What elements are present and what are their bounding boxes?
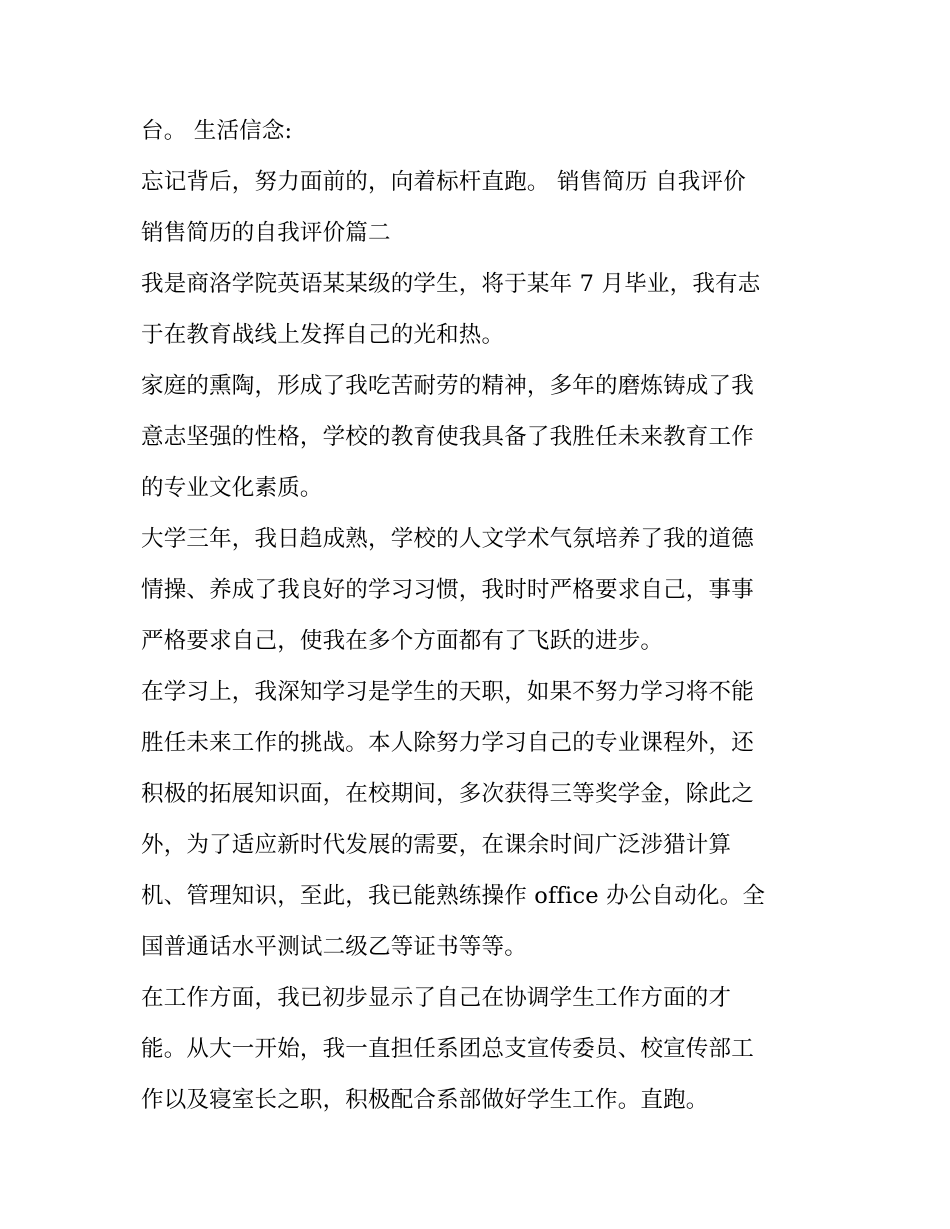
text-line: 大学三年，我日趋成熟，学校的人文学术气氛培养了我的道德 (141, 526, 754, 552)
text-line: 忘记背后，努力面前的，向着标杆直跑。 销售简历 自我评价 (141, 169, 746, 195)
text-line: 作以及寝室长之职，积极配合系部做好学生工作。直跑。 (141, 1087, 709, 1113)
document-body (141, 106, 821, 1126)
text-line: 销售简历的自我评价篇二 (141, 220, 391, 246)
text-line: 国普通话水平测试二级乙等证书等等。 (141, 934, 527, 960)
text-line: 我是商洛学院英语某某级的学生，将于某年 7 月毕业，我有志 (141, 271, 761, 297)
text-line: 在学习上，我深知学习是学生的天职，如果不努力学习将不能 (141, 679, 754, 705)
text-line: 情操、养成了我良好的学习习惯，我时时严格要求自己，事事 (141, 577, 754, 603)
text-line: 外，为了适应新时代发展的需要，在课余时间广泛涉猎计算 (141, 832, 732, 858)
text-line: 能。从大一开始，我一直担任系团总支宣传委员、校宣传部工 (141, 1036, 754, 1062)
text-line: 胜任未来工作的挑战。本人除努力学习自己的专业课程外，还 (141, 730, 754, 756)
text-line: 意志坚强的性格，学校的教育使我具备了我胜任未来教育工作 (141, 424, 754, 450)
text-line: 机、管理知识，至此，我已能熟练操作 office 办公自动化。全 (141, 883, 766, 909)
text-line: 家庭的熏陶，形成了我吃苦耐劳的精神，多年的磨炼铸成了我 (141, 373, 754, 399)
text-line: 于在教育战线上发挥自己的光和热。 (141, 322, 505, 348)
text-line: 积极的拓展知识面，在校期间，多次获得三等奖学金，除此之 (141, 781, 754, 807)
text-line: 的专业文化素质。 (141, 475, 323, 501)
text-line: 在工作方面，我已初步显示了自己在协调学生工作方面的才 (141, 985, 732, 1011)
text-line: 台。 生活信念: (141, 118, 293, 144)
text-line: 严格要求自己，使我在多个方面都有了飞跃的进步。 (141, 628, 664, 654)
